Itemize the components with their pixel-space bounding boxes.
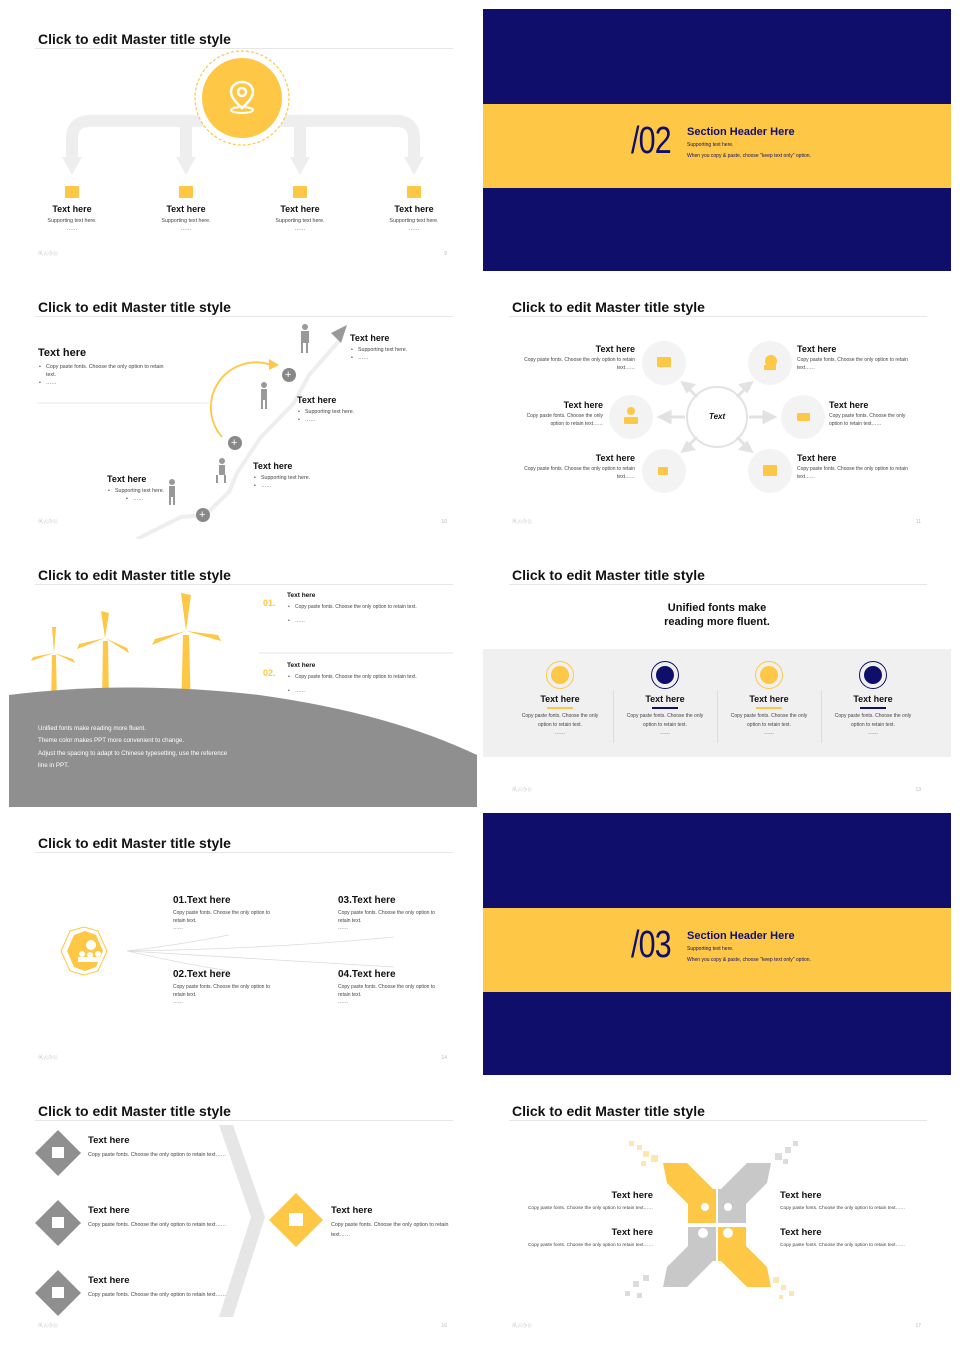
item-title: Text here (595, 453, 635, 463)
headline-line-1: Unified fonts make (667, 602, 767, 614)
step-bullet: • Supporting text here. (108, 488, 165, 494)
accent-underline (547, 707, 573, 709)
slide-9[interactable] (9, 9, 477, 271)
item-title: 02.Text here (173, 969, 231, 980)
slide-12[interactable] (9, 545, 477, 807)
title-divider (509, 584, 927, 585)
feature-title: Text here (645, 694, 685, 704)
section-header[interactable]: Section Header Here (687, 930, 795, 942)
item-bullet: • Copy paste fonts. Choose the only option to retain text. (288, 604, 417, 610)
accent-underline (652, 707, 678, 709)
item-bullet: • …… (288, 618, 305, 624)
feature-body: Copy paste fonts. Choose the only option to retain text. (730, 712, 808, 728)
slide-title[interactable]: Click to edit Master title style (38, 567, 231, 583)
location-pin-icon (227, 80, 257, 114)
item-body: Copy paste fonts. Choose the only option to retain text. (338, 910, 436, 924)
page-number: 17 (915, 1323, 921, 1329)
result-item (331, 1205, 453, 1240)
step-title: Text here (253, 461, 293, 471)
feature-1 (510, 661, 610, 737)
bottom-line-3: Adjust the spacing to adapt to Chinese typesetting, use the reference (38, 749, 228, 757)
quad-item-2 (780, 1190, 926, 1212)
item-title: Text here (88, 1205, 130, 1216)
slide-title[interactable]: Click to edit Master title style (38, 299, 231, 315)
building-icon (407, 186, 421, 198)
item-body: Copy paste fonts. Choose the only option to retain text…… (88, 1292, 227, 1298)
item-body: Copy paste fonts. Choose the only option to retain text…… (797, 357, 908, 371)
bottom-text (38, 723, 227, 772)
item-dots: …… (338, 999, 348, 1005)
flow-item-1 (173, 895, 283, 932)
section-number: /03 (631, 924, 671, 966)
item-body: Copy paste fonts. Choose the only option to retain text…… (797, 466, 908, 480)
item-dots: …… (338, 925, 348, 931)
item-body: Copy paste fonts. Choose the only option to retain text…… (780, 1206, 906, 1211)
slide-16[interactable] (9, 1081, 477, 1343)
item-title: Text here (88, 1135, 130, 1146)
item-title: Text here (797, 453, 837, 463)
quad-item-4 (780, 1227, 926, 1249)
slide-title[interactable]: Click to edit Master title style (512, 1103, 705, 1119)
footer-brand: 风云办公 (512, 1323, 533, 1329)
branch-item-4 (379, 186, 449, 233)
item-body: Copy paste fonts. Choose the only option to retain text…… (780, 1243, 906, 1248)
left-title: Text here (38, 347, 87, 359)
page-number: 10 (441, 519, 447, 525)
page-number: 16 (441, 1323, 447, 1329)
item-bullet: • …… (288, 688, 305, 694)
result-body: Copy paste fonts. Choose the only option to retain text…… (331, 1222, 449, 1238)
item-title: Text here (563, 400, 603, 410)
item-number: 02. (263, 668, 276, 678)
item-title: Text here (611, 1190, 653, 1201)
item-dots: …… (294, 226, 306, 232)
item-body: Copy paste fonts. Choose the only option to retain text…… (88, 1222, 227, 1228)
item-dots: …… (173, 999, 183, 1005)
page-number: 14 (441, 1055, 447, 1061)
feature-title: Text here (853, 694, 893, 704)
item-sub: Supporting text here. (275, 218, 325, 224)
slide-title[interactable]: Click to edit Master title style (38, 835, 231, 851)
item-title: 01.Text here (173, 895, 231, 906)
step-4 (350, 333, 407, 362)
item-title: 04.Text here (338, 969, 396, 980)
quad-item-3 (509, 1227, 653, 1249)
input-item-2 (88, 1205, 228, 1230)
building-icon (65, 186, 79, 198)
branch-item-1 (37, 186, 107, 233)
x-arrows-diagram (483, 1081, 951, 1343)
item-title: Text here (595, 344, 635, 354)
hub-center-label: Text (709, 412, 726, 421)
input-item-1 (88, 1135, 228, 1160)
item-dots: …… (408, 226, 420, 232)
slide-title[interactable]: Click to edit Master title style (512, 299, 705, 315)
svg-text:+: + (231, 437, 238, 449)
hub-item-3 (519, 400, 603, 428)
headline (483, 601, 951, 629)
section-number: /02 (631, 120, 671, 162)
hub-item-4 (829, 400, 913, 428)
svg-text:+: + (285, 369, 292, 381)
hub-item-1 (509, 344, 635, 372)
item-dots: …… (66, 226, 78, 232)
feature-body: Copy paste fonts. Choose the only option to retain text. (521, 712, 599, 728)
flow-lines (9, 813, 477, 1075)
slide-14[interactable] (9, 813, 477, 1075)
feature-title: Text here (749, 694, 789, 704)
divider (613, 691, 614, 743)
building-icon (179, 186, 193, 198)
page-number: 13 (915, 787, 921, 793)
feature-3 (719, 661, 819, 737)
item-title: Text here (287, 662, 316, 669)
svg-text:+: + (199, 509, 206, 521)
feature-body: Copy paste fonts. Choose the only option to retain text. (626, 712, 704, 728)
item-body: Copy paste fonts. Choose the only option to retain text. (173, 984, 271, 998)
step-bullet: • …… (126, 496, 144, 502)
footer-brand: 风云办公 (512, 787, 533, 793)
step-bullet: • Supporting text here. (254, 475, 311, 481)
left-bullet-2: • …… (39, 380, 57, 386)
item-title: Text here (780, 1190, 822, 1201)
left-block (38, 347, 168, 387)
slide-title[interactable]: Click to edit Master title style (512, 567, 705, 583)
step-title: Text here (107, 474, 147, 484)
item-bullet: • Copy paste fonts. Choose the only option to retain text. (288, 674, 417, 680)
item-body: Copy paste fonts. Choose the only option to retain text…… (527, 1206, 653, 1211)
building-icon (293, 186, 307, 198)
slide-title[interactable]: Click to edit Master title style (38, 1103, 231, 1119)
slide-10[interactable] (9, 277, 477, 539)
section-line-2: When you copy & paste, choose "keep text only" option. (687, 153, 811, 159)
step-3 (297, 395, 354, 424)
result-title: Text here (331, 1205, 373, 1216)
bottom-line-1: Unified fonts make reading more fluent. (38, 725, 146, 732)
slide-section-02[interactable] (483, 9, 951, 271)
flow-item-3 (338, 895, 448, 932)
divider (717, 691, 718, 743)
footer-brand: 风云办公 (38, 1055, 59, 1061)
item-title: Text here (166, 204, 206, 214)
item-title: Text here (88, 1275, 130, 1286)
item-title: Text here (829, 400, 869, 410)
flow-item-4 (338, 969, 448, 1006)
branch-item-2 (151, 186, 221, 233)
slide-11[interactable] (483, 277, 951, 539)
accent-underline (756, 707, 782, 709)
footer-brand: 风云办公 (38, 251, 59, 257)
handshake-icon (651, 661, 679, 689)
step-bullet: • …… (298, 417, 316, 423)
item-dots: …… (173, 925, 183, 931)
feature-dots: …… (660, 729, 670, 736)
slide-17[interactable] (483, 1081, 951, 1343)
item-sub: Supporting text here. (161, 218, 211, 224)
branch-item-3 (265, 186, 335, 233)
step-bullet: • …… (254, 483, 272, 489)
item-sub: Supporting text here. (389, 218, 439, 224)
item-title: 03.Text here (338, 895, 396, 906)
slide-title[interactable]: Click to edit Master title style (38, 31, 231, 47)
section-line-1: Supporting text here. (687, 142, 734, 148)
step-bullet: • Supporting text here. (351, 347, 408, 353)
feature-4 (823, 661, 923, 737)
step-1 (107, 474, 164, 503)
item-body: Copy paste fonts. Choose the only option to retain text…… (524, 466, 635, 480)
section-line-2: When you copy & paste, choose "keep text only" option. (687, 957, 811, 963)
item-body: Copy paste fonts. Choose the only option to retain text…… (829, 413, 906, 427)
section-line-1: Supporting text here. (687, 946, 734, 952)
feature-title: Text here (540, 694, 580, 704)
item-title: Text here (797, 344, 837, 354)
person-money-icon (755, 661, 783, 689)
page-number: 11 (915, 519, 921, 525)
item-body: Copy paste fonts. Choose the only option to retain text…… (524, 357, 635, 371)
hub-item-5 (509, 453, 635, 481)
item-content (287, 592, 453, 625)
step-2 (253, 461, 310, 490)
slide-13[interactable] (483, 545, 951, 807)
chart-icon (546, 661, 574, 689)
item-title: Text here (780, 1227, 822, 1238)
item-title: Text here (287, 592, 316, 599)
footer-brand: 风云办公 (512, 519, 533, 525)
item-body: Copy paste fonts. Choose the only option to retain text…… (527, 1243, 653, 1248)
item-body: Copy paste fonts. Choose the only option to retain text…… (526, 413, 603, 427)
hub-item-6 (797, 453, 923, 481)
item-body: Copy paste fonts. Choose the only option to retain text…… (88, 1152, 227, 1158)
item-title: Text here (611, 1227, 653, 1238)
footer-brand: 风云办公 (38, 519, 59, 525)
bottom-line-4: line in PPT. (38, 761, 69, 769)
feature-dots: …… (764, 729, 774, 736)
item-number: 01. (263, 598, 276, 608)
item-title: Text here (280, 204, 320, 214)
section-header[interactable]: Section Header Here (687, 126, 795, 138)
divider (821, 691, 822, 743)
item-body: Copy paste fonts. Choose the only option to retain text. (173, 910, 271, 924)
step-bullet: • Supporting text here. (298, 409, 355, 415)
page-number: 9 (444, 251, 447, 257)
headline-line-2: reading more fluent. (664, 616, 770, 628)
item-title: Text here (52, 204, 92, 214)
flow-item-2 (173, 969, 283, 1006)
feature-dots: …… (555, 729, 565, 736)
item-dots: …… (180, 226, 192, 232)
feature-2 (615, 661, 715, 737)
item-content (287, 662, 453, 695)
hub-item-2 (797, 344, 923, 372)
feature-body: Copy paste fonts. Choose the only option to retain text. (834, 712, 912, 728)
footer-brand: 风云办公 (38, 1323, 59, 1329)
item-body: Copy paste fonts. Choose the only option to retain text. (338, 984, 436, 998)
step-title: Text here (350, 333, 390, 343)
step-title: Text here (297, 395, 337, 405)
item-sub: Supporting text here. (47, 218, 97, 224)
left-bullet-1: • Copy paste fonts. Choose the only option to retain text. (39, 364, 164, 378)
quad-item-1 (509, 1190, 653, 1212)
bottom-line-2: Theme color makes PPT more convenient to change. (38, 737, 185, 745)
briefcase-icon (859, 661, 887, 689)
step-bullet: • …… (351, 355, 369, 361)
feature-dots: …… (868, 729, 878, 736)
accent-underline (860, 707, 886, 709)
input-item-3 (88, 1275, 228, 1300)
slide-section-03[interactable] (483, 813, 951, 1075)
growth-path (9, 277, 477, 539)
item-title: Text here (394, 204, 434, 214)
